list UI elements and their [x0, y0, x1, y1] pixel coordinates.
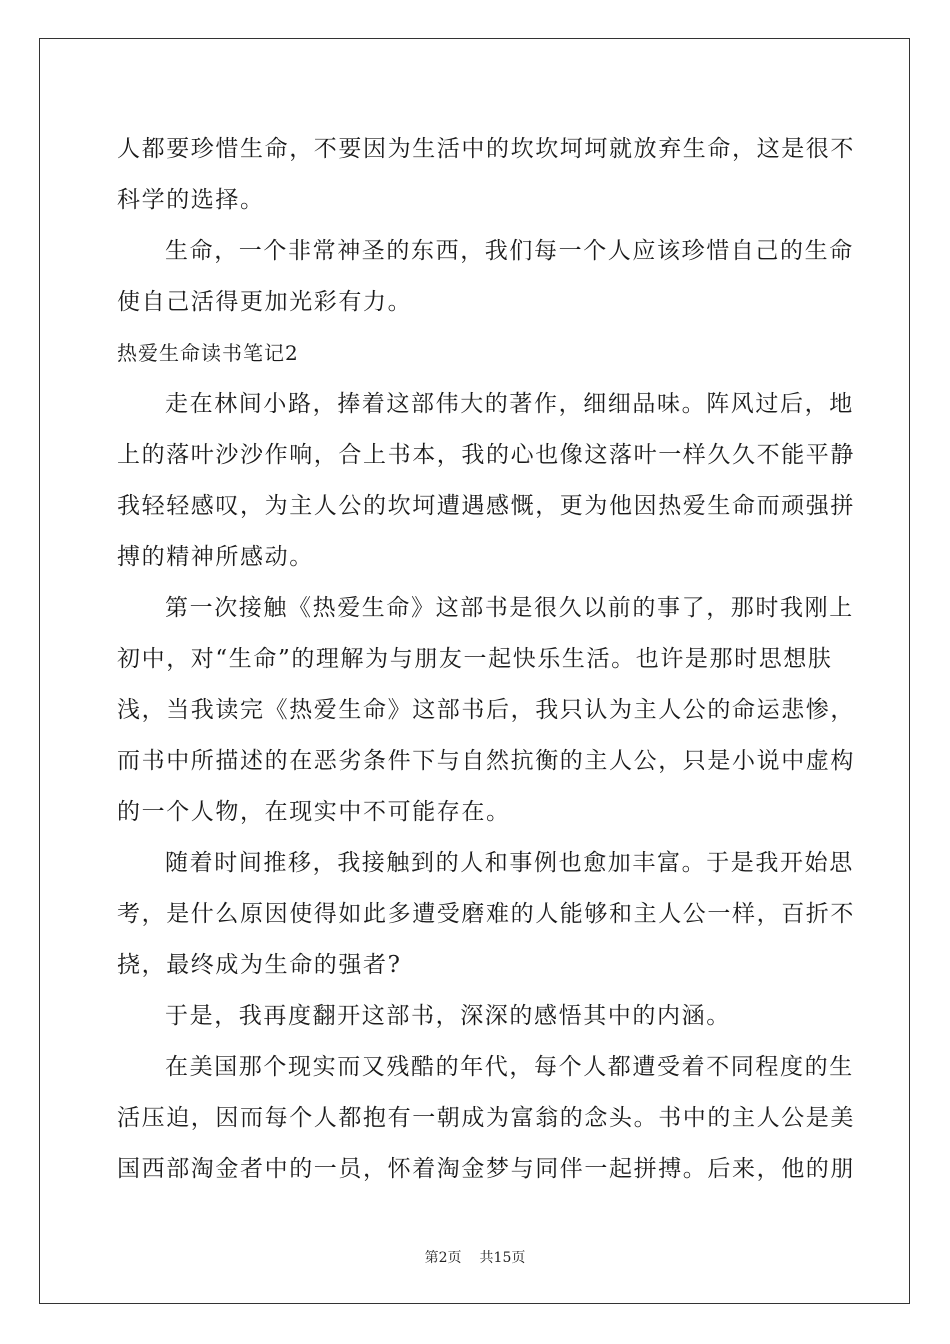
text-line: 于是，我再度翻开这部书，深深的感悟其中的内涵。 [165, 1003, 731, 1029]
text-line: 在美国那个现实而又残酷的年代，每个人都遭受着不同程度的生 [165, 1054, 854, 1080]
document-body [117, 124, 855, 1195]
text-line: 而书中所描述的在恶劣条件下与自然抗衡的主人公，只是小说中虚构 [117, 748, 855, 774]
section-heading: 热爱生命读书笔记2 [117, 341, 299, 365]
text-line: 我轻轻感叹，为主人公的坎坷遭遇感慨，更为他因热爱生命而顽强拼 [117, 493, 855, 519]
text-line: 第一次接触《热爱生命》这部书是很久以前的事了，那时我刚上 [165, 595, 854, 621]
page-total: 共15页 [479, 1250, 526, 1266]
text-line: 走在林间小路，捧着这部伟大的著作，细细品味。阵风过后，地 [165, 391, 854, 417]
text-line: 初中，对“生命”的理解为与朋友一起快乐生活。也许是那时思想肤 [117, 646, 833, 672]
page-footer [0, 1247, 950, 1267]
text-line: 使自己活得更加光彩有力。 [117, 289, 413, 315]
text-line: 生命，一个非常神圣的东西，我们每一个人应该珍惜自己的生命 [165, 238, 854, 264]
text-line: 科学的选择。 [117, 187, 265, 213]
text-line: 上的落叶沙沙作响，合上书本，我的心也像这落叶一样久久不能平静 [117, 442, 855, 468]
text-line: 浅，当我读完《热爱生命》这部书后，我只认为主人公的命运悲惨， [117, 697, 855, 723]
text-line: 考，是什么原因使得如此多遭受磨难的人能够和主人公一样，百折不 [117, 901, 855, 927]
text-line: 国西部淘金者中的一员，怀着淘金梦与同伴一起拼搏。后来，他的朋 [117, 1156, 855, 1182]
text-line: 活压迫，因而每个人都抱有一朝成为富翁的念头。书中的主人公是美 [117, 1105, 855, 1131]
text-line: 搏的精神所感动。 [117, 544, 314, 570]
page-number: 第2页 [424, 1250, 462, 1266]
text-line: 的一个人物，在现实中不可能存在。 [117, 799, 511, 825]
text-line: 挠，最终成为生命的强者? [117, 952, 402, 978]
text-line: 人都要珍惜生命，不要因为生活中的坎坎坷坷就放弃生命，这是很不 [117, 136, 855, 162]
text-line: 随着时间推移，我接触到的人和事例也愈加丰富。于是我开始思 [165, 850, 854, 876]
